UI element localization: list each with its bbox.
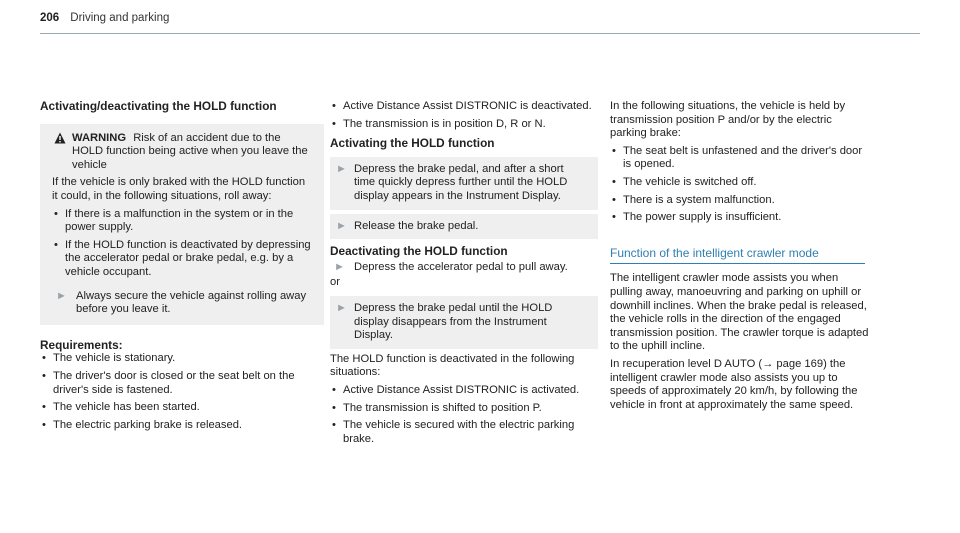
header-title: Driving and parking [70,12,170,24]
crawler-para-1: The intelligent crawler mode assists you when pulling away, manoeuvring and parking on uphill or downhill inclines. When the brake pedal is released, the vehicle rolls in the direction of the engaged transmission position. The crawler torque is adapted to the uphill incline. [610,272,869,353]
activating-heading: Activating the HOLD function [330,136,495,151]
held-situation-item: • The vehicle is switched off. [610,176,870,190]
situation-item: • The vehicle is secured with the electric parking brake. [330,419,598,446]
column-right [610,100,870,412]
column-left [40,100,324,432]
warning-step-text: Always secure the vehicle against rolling away before you leave it. [76,289,307,316]
warning-triangle-icon [54,132,66,144]
condition-item: • Active Distance Assist DISTRONIC is deactivated. [330,100,598,114]
warning-bullet: • If the HOLD function is deactivated by depressing the accelerator pedal or brake pedal, e.g. by a vehicle occupant. [52,239,312,280]
activate-step [330,157,598,210]
deactivation-situations: The HOLD function is deactivated in the following situations: [330,352,575,379]
page-header [40,12,920,34]
warning-box [40,124,324,325]
page-number: 206 [40,12,60,24]
deactivate-step-text: Depress the accelerator pedal to pull away. [354,260,568,273]
warning-step [52,290,312,317]
held-situation-item: • The power supply is insufficient. [610,211,870,225]
warning-body: If the vehicle is only braked with the HOLD function it could, in the following situations, roll away: [52,176,306,202]
held-situation-item: • The seat belt is unfastened and the driver's door is opened. [610,145,870,172]
requirement-item: • The vehicle is stationary. [40,352,324,366]
warning-header [52,132,312,173]
requirements-heading: Requirements: [40,337,123,352]
or-text: or [330,276,340,289]
deactivating-heading: Deactivating the HOLD function [330,244,508,259]
deactivate-step-text: Depress the brake pedal until the HOLD display disappears from the Instrument Display. [354,301,553,342]
warning-text: Risk of an accident due to the HOLD function being active when you leave the vehicle [72,131,308,171]
requirement-item: • The electric parking brake is released. [40,419,324,433]
step-arrow-icon: ► [334,260,345,273]
section-heading-hold: Activating/deactivating the HOLD function [40,99,277,113]
crawler-section-title: Function of the intelligent crawler mode [610,247,865,265]
crawler-para-2: In recuperation level D AUTO (→ page 169) the intelligent crawler mode also assists you up to speeds of approximately 20 km/h, by following the vehicle in front at approximately the same speed. [610,357,858,411]
warning-bullet: • If there is a malfunction in the system or in the power supply. [52,208,312,235]
deactivate-step [330,296,598,349]
situation-item: • The transmission is shifted to position P. [330,402,598,416]
step-arrow-icon: ► [336,219,347,232]
activate-step-text: Release the brake pedal. [354,219,479,232]
deactivate-step [330,261,598,275]
activate-step-text: Depress the brake pedal, and after a short time quickly depress further until the HOLD display appears in the Instrument Display. [354,162,568,202]
held-situation-item: • There is a system malfunction. [610,194,870,208]
requirement-item: • The driver's door is closed or the seat belt on the driver's side is fastened. [40,370,324,397]
step-arrow-icon: ► [336,162,347,175]
activate-step [330,214,598,240]
condition-item: • The transmission is in position D, R or N. [330,118,598,132]
situation-item: • Active Distance Assist DISTRONIC is activated. [330,384,598,398]
warning-label: WARNING [72,131,127,144]
step-arrow-icon: ► [56,289,67,302]
requirement-item: • The vehicle has been started. [40,401,324,415]
step-arrow-icon: ► [336,301,347,314]
hold-intro: In the following situations, the vehicle is held by transmission position P and/or by the electric parking brake: [610,100,846,140]
column-middle [330,100,598,446]
